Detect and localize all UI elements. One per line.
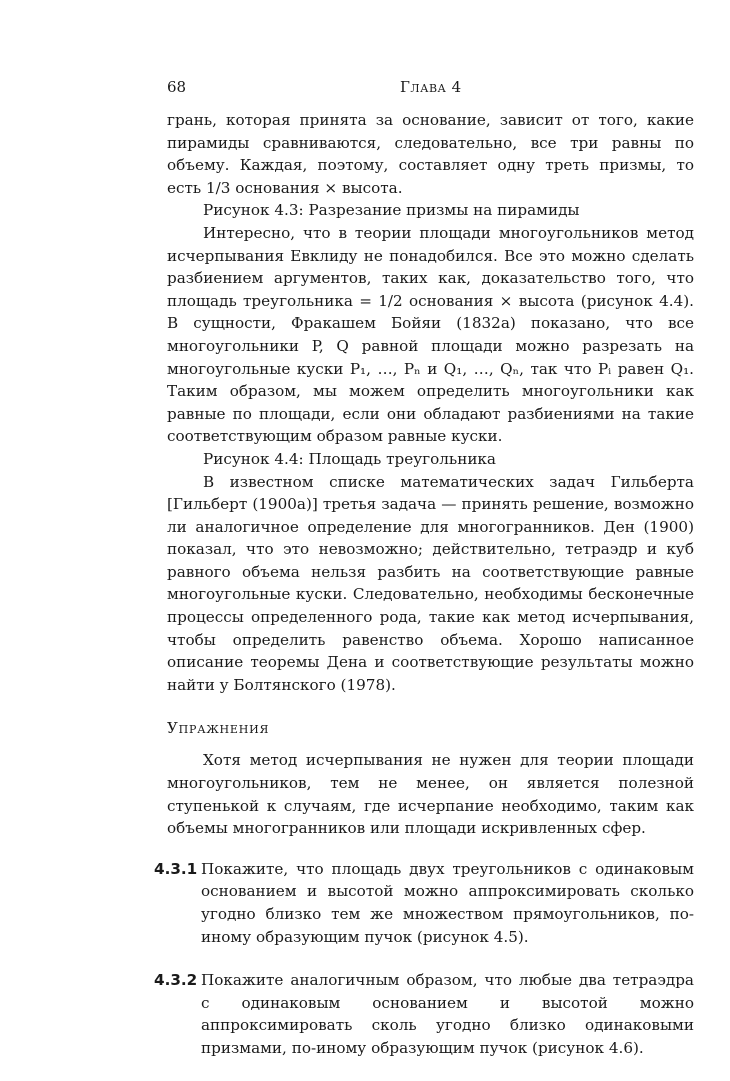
exercise-text: Покажите, что площадь двух треугольников с одинаковым основанием и высотой можно аппроксимировать сколько угодно близко тем же множеством прямоугольников, по-иному образующим пучок (рисунок 4.5). bbox=[201, 859, 694, 946]
figure-caption-4-3: Рисунок 4.3: Разрезание призмы на пирамиды bbox=[203, 201, 580, 220]
exercise-number: 4.3.2 bbox=[154, 971, 198, 990]
figure-caption-4-4: Рисунок 4.4: Площадь треугольника bbox=[203, 449, 496, 468]
page-header bbox=[167, 78, 694, 100]
exercise-item bbox=[154, 969, 694, 1059]
paragraph-1: грань, которая принята за основание, зависит от того, какие пирамиды сравниваются, следовательно, все три равны по объему. Каждая, поэтому, составляет одну треть призмы, то есть 1/3 основания × высота. bbox=[167, 111, 694, 197]
exercise-number: 4.3.1 bbox=[154, 859, 198, 878]
chapter-title: Глава 4 bbox=[400, 78, 462, 96]
exercise-item bbox=[154, 858, 694, 948]
exercise-text: Покажите аналогичным образом, что любые два тетраэдра с одинаковым основанием и высотой можно аппроксимировать сколь угодно близко одинаковыми призмами, по-иному образующим пучок (рисунок 4.6). bbox=[201, 971, 694, 1057]
section-heading: Упражнения bbox=[167, 719, 270, 738]
paragraph-3: В известном списке математических задач Гильберта [Гильберт (1900a)] третья задача — принять решение, возможно ли аналогичное определение для многогранников. Ден (1900) показал, что это невозможно; действительно, тетраэдр и куб равного объема нельзя разбить на соответствующие равные многоугольные куски. Следовательно, необходимы бесконечные процессы определенного рода, такие как метод исчерпывания, чтобы определить равенство объема. Хорошо написанное описание теоремы Дена и соответствующие результаты можно найти у Болтянского (1978). bbox=[167, 472, 694, 694]
exercise-list bbox=[154, 858, 694, 1060]
page-number: 68 bbox=[167, 78, 187, 96]
section-intro: Хотя метод исчерпывания не нужен для теории площади многоугольников, тем не менее, он является полезной ступенькой к случаям, где исчерпание необходимо, таким как объемы многогранников или площади искривленных сфер. bbox=[167, 751, 694, 838]
page-body bbox=[154, 109, 694, 1081]
paragraph-2: Интересно, что в теории площади многоугольников метод исчерпывания Евклиду не понадобился. Все это можно сделать разбиением аргументов, таких как, доказательство того, что площадь треугольника = 1/2 основания × высота (рисунок 4.4). В сущности, Фракашем Бойяи (1832a) показано, что все многоугольники P, Q равной площади можно разрезать на многоугольные куски P₁, …, Pₙ и Q₁, …, Qₙ, так что Pᵢ равен Q₁. Таким образом, мы можем определить многоугольники как равные по площади, если они обладают разбиениями на такие соответствующим образом равные куски. bbox=[167, 223, 694, 446]
